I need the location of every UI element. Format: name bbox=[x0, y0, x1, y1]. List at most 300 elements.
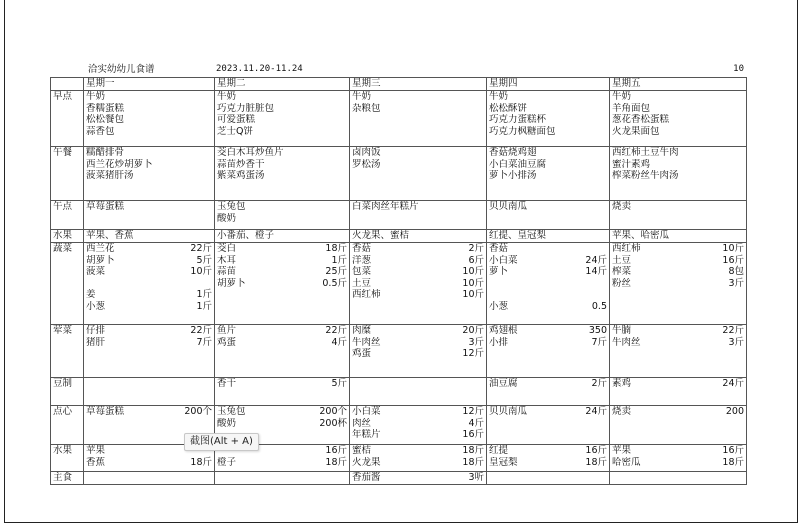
item-name: 木耳 bbox=[217, 254, 237, 266]
menu-item bbox=[612, 278, 744, 290]
item-name: 茭白木耳炒鱼片 bbox=[217, 147, 284, 158]
menu-item bbox=[612, 266, 744, 278]
menu-item bbox=[612, 337, 744, 349]
menu-item bbox=[612, 201, 744, 213]
item-quantity: 200个 bbox=[319, 406, 347, 417]
menu-item bbox=[489, 457, 607, 469]
item-name: 猪肝 bbox=[86, 336, 106, 348]
item-name: 紫菜鸡蛋汤 bbox=[217, 170, 265, 181]
item-quantity: 16斤 bbox=[722, 254, 744, 266]
meal-label: 水果 bbox=[51, 445, 84, 472]
meal-row bbox=[51, 406, 747, 445]
item-name: 西红柿土豆牛肉 bbox=[612, 147, 679, 158]
item-name: 玉兔包 bbox=[217, 406, 246, 417]
item-name: 菠菜 bbox=[86, 266, 106, 277]
menu-item bbox=[612, 243, 744, 255]
item-name: 肉丝 bbox=[352, 417, 372, 429]
item-name: 芝士Q饼 bbox=[217, 125, 253, 137]
menu-item bbox=[489, 378, 607, 390]
item-name: 香蕉 bbox=[86, 456, 106, 468]
item-name: 红提 bbox=[489, 445, 509, 456]
item-name: 牛奶 bbox=[217, 91, 237, 102]
item-name: 烧卖 bbox=[612, 406, 632, 417]
menu-item bbox=[217, 278, 347, 290]
item-quantity: 18斤 bbox=[190, 456, 212, 468]
item-quantity: 200杯 bbox=[319, 417, 347, 429]
menu-cell bbox=[487, 230, 610, 243]
menu-item bbox=[217, 243, 347, 255]
item-name: 仔排 bbox=[86, 325, 106, 336]
item-quantity: 24斤 bbox=[585, 406, 607, 417]
item-name: 榨菜 bbox=[612, 266, 632, 277]
meal-label: 午餐 bbox=[51, 147, 84, 201]
weekday-header: 星期一 bbox=[84, 78, 215, 91]
item-name: 可爱蛋糕 bbox=[217, 114, 256, 125]
item-quantity: 18斤 bbox=[722, 456, 744, 468]
menu-cell bbox=[610, 91, 747, 147]
item-quantity: 200个 bbox=[184, 406, 212, 417]
menu-item bbox=[489, 114, 607, 126]
item-name: 松松餐包 bbox=[86, 114, 125, 125]
menu-item bbox=[86, 126, 212, 138]
item-name: 苹果、哈密瓜 bbox=[612, 230, 670, 241]
weekday-header: 星期三 bbox=[350, 78, 487, 91]
meal-row bbox=[51, 201, 747, 230]
menu-item bbox=[352, 255, 484, 267]
item-quantity: 10斤 bbox=[462, 266, 484, 277]
menu-sheet bbox=[50, 64, 746, 485]
menu-item bbox=[612, 325, 744, 337]
item-name: 卤肉饭 bbox=[352, 147, 381, 158]
corner-cell bbox=[51, 78, 84, 91]
item-name: 贝贝南瓜 bbox=[489, 201, 528, 212]
menu-item bbox=[352, 348, 484, 360]
item-quantity: 18斤 bbox=[462, 456, 484, 468]
menu-item bbox=[217, 159, 347, 171]
menu-cell bbox=[487, 201, 610, 230]
menu-item bbox=[612, 103, 744, 115]
menu-item bbox=[352, 325, 484, 337]
item-quantity: 18斤 bbox=[325, 243, 347, 254]
menu-item bbox=[86, 159, 212, 171]
item-name: 小番茄、橙子 bbox=[217, 230, 275, 241]
item-name: 罗松汤 bbox=[352, 158, 381, 170]
menu-cell bbox=[215, 201, 350, 230]
menu-item bbox=[86, 114, 212, 126]
item-quantity: 2斤 bbox=[468, 243, 484, 254]
menu-cell bbox=[84, 325, 215, 378]
item-quantity: 5斤 bbox=[331, 378, 347, 389]
item-name: 鱼片 bbox=[217, 325, 237, 336]
menu-item bbox=[86, 230, 212, 242]
item-name: 小葱 bbox=[489, 300, 509, 312]
menu-item bbox=[217, 126, 347, 138]
menu-item bbox=[612, 445, 744, 457]
menu-item bbox=[352, 91, 484, 103]
menu-cell bbox=[487, 445, 610, 472]
item-name: 胡萝卜 bbox=[86, 254, 115, 266]
menu-cell bbox=[215, 230, 350, 243]
meal-label: 豆制 bbox=[51, 378, 84, 406]
menu-cell bbox=[487, 147, 610, 201]
item-quantity: 350 bbox=[588, 325, 607, 336]
item-name: 巧克力脏脏包 bbox=[217, 102, 275, 114]
menu-item bbox=[352, 230, 484, 242]
menu-cell bbox=[84, 147, 215, 201]
sheet-header bbox=[50, 64, 746, 77]
item-name: 小白菜油豆腐 bbox=[489, 158, 547, 170]
menu-item bbox=[86, 278, 212, 290]
menu-cell bbox=[215, 378, 350, 406]
menu-item bbox=[86, 170, 212, 182]
item-quantity: 18斤 bbox=[462, 445, 484, 456]
menu-item bbox=[352, 445, 484, 457]
menu-cell bbox=[610, 406, 747, 445]
item-name: 小葱 bbox=[86, 300, 106, 312]
weekday-header: 星期四 bbox=[487, 78, 610, 91]
menu-cell bbox=[215, 147, 350, 201]
menu-item bbox=[352, 243, 484, 255]
menu-cell bbox=[610, 243, 747, 325]
menu-item bbox=[489, 266, 607, 278]
item-quantity: 12斤 bbox=[462, 348, 484, 359]
item-name: 羊角面包 bbox=[612, 102, 651, 114]
screenshot-tooltip: 截图(Alt + A) bbox=[184, 433, 259, 451]
menu-cell bbox=[84, 243, 215, 325]
item-name: 西红柿 bbox=[352, 289, 381, 300]
menu-item bbox=[217, 457, 347, 469]
menu-item bbox=[217, 91, 347, 103]
menu-cell bbox=[610, 325, 747, 378]
menu-cell bbox=[350, 201, 487, 230]
item-name: 粉丝 bbox=[612, 277, 632, 289]
item-name: 烧卖 bbox=[612, 201, 632, 212]
item-name: 鸡蛋 bbox=[217, 336, 237, 348]
menu-item bbox=[489, 170, 607, 182]
item-name: 香糯蛋糕 bbox=[86, 102, 125, 114]
item-quantity: 25斤 bbox=[325, 266, 347, 277]
item-quantity: 16斤 bbox=[585, 445, 607, 456]
menu-item bbox=[612, 255, 744, 267]
menu-item bbox=[489, 289, 607, 301]
item-name: 巧克力枫糖面包 bbox=[489, 125, 556, 137]
menu-cell bbox=[610, 201, 747, 230]
menu-cell bbox=[610, 445, 747, 472]
menu-item bbox=[352, 159, 484, 171]
menu-item bbox=[217, 147, 347, 159]
item-quantity: 16斤 bbox=[325, 445, 347, 456]
menu-cell bbox=[487, 91, 610, 147]
menu-item bbox=[612, 126, 744, 138]
item-quantity: 3听 bbox=[468, 472, 484, 483]
item-name: 包菜 bbox=[352, 266, 372, 277]
item-name: 牛奶 bbox=[86, 91, 106, 102]
item-quantity: 5斤 bbox=[196, 254, 212, 266]
item-name: 白菜肉丝年糕片 bbox=[352, 201, 419, 212]
item-name: 火龙果 bbox=[352, 456, 381, 468]
menu-cell bbox=[84, 472, 215, 485]
item-name: 菠菜猪肝汤 bbox=[86, 170, 134, 181]
item-name: 牛奶 bbox=[489, 91, 509, 102]
item-name: 小排 bbox=[489, 336, 509, 348]
menu-item bbox=[612, 378, 744, 390]
item-name: 牛腩 bbox=[612, 325, 632, 336]
menu-item bbox=[489, 103, 607, 115]
menu-item bbox=[489, 243, 607, 255]
menu-item bbox=[352, 429, 484, 441]
item-quantity: 1斤 bbox=[196, 300, 212, 312]
item-name: 杂粮包 bbox=[352, 102, 381, 114]
menu-item bbox=[489, 147, 607, 159]
menu-cell bbox=[350, 472, 487, 485]
item-name: 鸡翅根 bbox=[489, 325, 518, 336]
item-name: 松松酥饼 bbox=[489, 102, 528, 114]
item-quantity: 24斤 bbox=[722, 378, 744, 389]
item-quantity: 18斤 bbox=[325, 456, 347, 468]
item-name: 酸奶 bbox=[217, 417, 237, 429]
menu-item bbox=[86, 301, 212, 313]
meal-row bbox=[51, 472, 747, 485]
meal-label: 早点 bbox=[51, 91, 84, 147]
menu-item bbox=[217, 103, 347, 115]
item-name: 蒜苗炒香干 bbox=[217, 158, 265, 170]
menu-item bbox=[352, 201, 484, 213]
item-quantity: 7斤 bbox=[591, 336, 607, 348]
menu-item bbox=[612, 406, 744, 418]
menu-item bbox=[217, 255, 347, 267]
menu-item bbox=[489, 230, 607, 242]
menu-cell bbox=[350, 445, 487, 472]
item-quantity: 24斤 bbox=[585, 254, 607, 266]
menu-item bbox=[86, 201, 212, 213]
item-quantity: 20斤 bbox=[462, 325, 484, 336]
meal-label: 蔬菜 bbox=[51, 243, 84, 325]
item-quantity: 22斤 bbox=[190, 243, 212, 254]
item-name: 皇冠梨 bbox=[489, 456, 518, 468]
item-name: 糯醋排骨 bbox=[86, 147, 125, 158]
item-quantity: 10斤 bbox=[722, 243, 744, 254]
item-name: 洋葱 bbox=[352, 254, 372, 266]
menu-item bbox=[612, 170, 744, 182]
menu-item bbox=[489, 337, 607, 349]
item-quantity: 1斤 bbox=[196, 289, 212, 300]
meal-row bbox=[51, 445, 747, 472]
item-name: 蜜汁素鸡 bbox=[612, 158, 651, 170]
menu-item bbox=[217, 230, 347, 242]
menu-item bbox=[352, 266, 484, 278]
menu-item bbox=[612, 159, 744, 171]
item-quantity: 10斤 bbox=[462, 289, 484, 300]
menu-item bbox=[86, 103, 212, 115]
meal-label: 主食 bbox=[51, 472, 84, 485]
menu-table bbox=[50, 77, 747, 485]
menu-item bbox=[86, 266, 212, 278]
menu-cell bbox=[350, 230, 487, 243]
item-quantity: 16斤 bbox=[722, 445, 744, 456]
item-quantity: 200 bbox=[725, 406, 744, 417]
meal-row bbox=[51, 230, 747, 243]
menu-cell bbox=[487, 472, 610, 485]
menu-item bbox=[86, 337, 212, 349]
menu-cell bbox=[610, 230, 747, 243]
item-name: 土豆 bbox=[352, 277, 372, 289]
item-name: 西兰花炒胡萝卜 bbox=[86, 158, 153, 170]
menu-item bbox=[489, 301, 607, 313]
menu-item bbox=[217, 170, 347, 182]
item-name: 西兰花 bbox=[86, 243, 115, 254]
item-name: 姜 bbox=[86, 289, 96, 300]
menu-item bbox=[352, 406, 484, 418]
menu-item bbox=[217, 325, 347, 337]
menu-item bbox=[217, 213, 347, 225]
menu-cell bbox=[610, 378, 747, 406]
item-quantity: 2斤 bbox=[591, 378, 607, 389]
item-name: 香茄酱 bbox=[352, 472, 381, 483]
item-name: 草莓蛋糕 bbox=[86, 406, 125, 417]
item-quantity: 3斤 bbox=[468, 336, 484, 348]
weekday-header-row bbox=[51, 78, 747, 91]
menu-cell bbox=[215, 325, 350, 378]
item-name: 牛奶 bbox=[352, 91, 372, 102]
page-number: 10 bbox=[733, 64, 744, 74]
item-name: 蒜苗 bbox=[217, 266, 237, 277]
menu-cell bbox=[487, 378, 610, 406]
menu-item bbox=[352, 103, 484, 115]
menu-cell bbox=[487, 243, 610, 325]
item-name: 火龙果、蜜桔 bbox=[352, 230, 410, 241]
menu-item bbox=[612, 91, 744, 103]
item-name: 油豆腐 bbox=[489, 378, 518, 389]
meal-label: 点心 bbox=[51, 406, 84, 445]
menu-cell bbox=[84, 378, 215, 406]
weekday-header: 星期二 bbox=[215, 78, 350, 91]
menu-item bbox=[352, 289, 484, 301]
menu-item bbox=[489, 91, 607, 103]
item-quantity: 14斤 bbox=[585, 266, 607, 277]
meal-row bbox=[51, 147, 747, 201]
item-quantity: 0.5斤 bbox=[322, 277, 347, 289]
item-quantity: 18斤 bbox=[585, 456, 607, 468]
item-name: 香菇 bbox=[352, 243, 372, 254]
item-name: 年糕片 bbox=[352, 429, 381, 440]
date-range: 2023.11.20-11.24 bbox=[216, 64, 303, 74]
item-quantity: 16斤 bbox=[462, 429, 484, 440]
menu-item bbox=[217, 418, 347, 430]
meal-row bbox=[51, 91, 747, 147]
item-name: 素鸡 bbox=[612, 378, 632, 389]
menu-item bbox=[489, 159, 607, 171]
item-name: 小白菜 bbox=[489, 254, 518, 266]
menu-cell bbox=[350, 147, 487, 201]
menu-cell bbox=[84, 91, 215, 147]
meal-row bbox=[51, 325, 747, 378]
menu-item bbox=[86, 255, 212, 267]
menu-item bbox=[217, 378, 347, 390]
menu-cell bbox=[487, 406, 610, 445]
menu-item bbox=[352, 457, 484, 469]
item-name: 酸奶 bbox=[217, 212, 237, 224]
menu-cell bbox=[215, 243, 350, 325]
menu-item bbox=[217, 201, 347, 213]
menu-item bbox=[612, 114, 744, 126]
item-quantity: 12斤 bbox=[462, 406, 484, 417]
meal-row bbox=[51, 243, 747, 325]
menu-cell bbox=[487, 325, 610, 378]
item-name: 茭白 bbox=[217, 243, 237, 254]
menu-item bbox=[86, 91, 212, 103]
weekday-header: 星期五 bbox=[610, 78, 747, 91]
menu-cell bbox=[350, 243, 487, 325]
item-name: 土豆 bbox=[612, 254, 632, 266]
menu-item bbox=[352, 472, 484, 484]
meal-label: 午点 bbox=[51, 201, 84, 230]
item-name: 西红柿 bbox=[612, 243, 641, 254]
menu-item bbox=[489, 325, 607, 337]
item-name: 苹果、香蕉 bbox=[86, 230, 134, 241]
item-name: 榨菜粉丝牛肉汤 bbox=[612, 170, 679, 181]
menu-cell bbox=[84, 201, 215, 230]
menu-item bbox=[217, 266, 347, 278]
item-quantity: 3斤 bbox=[728, 277, 744, 289]
item-name: 肉糜 bbox=[352, 325, 372, 336]
menu-cell bbox=[350, 325, 487, 378]
menu-item bbox=[352, 418, 484, 430]
menu-item bbox=[217, 337, 347, 349]
menu-item bbox=[86, 325, 212, 337]
menu-item bbox=[352, 337, 484, 349]
item-name: 香菇烧鸡翅 bbox=[489, 147, 537, 158]
menu-item bbox=[489, 278, 607, 290]
item-name: 萝卜 bbox=[489, 266, 509, 277]
item-quantity: 22斤 bbox=[722, 325, 744, 336]
menu-item bbox=[86, 406, 212, 418]
item-name: 草莓蛋糕 bbox=[86, 201, 125, 212]
item-name: 红提、皇冠梨 bbox=[489, 230, 547, 241]
item-name: 胡萝卜 bbox=[217, 277, 246, 289]
item-quantity: 6斤 bbox=[468, 254, 484, 266]
menu-cell bbox=[350, 406, 487, 445]
item-quantity: 4斤 bbox=[331, 336, 347, 348]
item-name: 香干 bbox=[217, 378, 237, 389]
menu-item bbox=[612, 230, 744, 242]
menu-item bbox=[489, 126, 607, 138]
item-quantity: 22斤 bbox=[190, 325, 212, 336]
menu-cell bbox=[610, 147, 747, 201]
item-name: 哈密瓜 bbox=[612, 456, 641, 468]
item-quantity: 10斤 bbox=[462, 277, 484, 289]
menu-item bbox=[86, 289, 212, 301]
menu-item bbox=[86, 243, 212, 255]
item-name: 苹果 bbox=[86, 445, 106, 456]
sheet-title: 洽实幼幼儿食谱 bbox=[88, 64, 155, 75]
menu-item bbox=[86, 457, 212, 469]
item-quantity: 0.5 bbox=[591, 300, 607, 312]
item-name: 香菇 bbox=[489, 243, 509, 254]
item-name: 橙子 bbox=[217, 456, 237, 468]
menu-cell bbox=[215, 472, 350, 485]
menu-item bbox=[489, 406, 607, 418]
menu-item bbox=[217, 406, 347, 418]
item-quantity: 4斤 bbox=[468, 417, 484, 429]
meal-label: 荤菜 bbox=[51, 325, 84, 378]
item-quantity: 10斤 bbox=[190, 266, 212, 277]
item-name: 牛奶 bbox=[612, 91, 632, 102]
menu-cell bbox=[84, 230, 215, 243]
item-name: 火龙果面包 bbox=[612, 125, 660, 137]
item-quantity: 7斤 bbox=[196, 336, 212, 348]
item-name: 小白菜 bbox=[352, 406, 381, 417]
item-name: 鸡蛋 bbox=[352, 348, 372, 359]
